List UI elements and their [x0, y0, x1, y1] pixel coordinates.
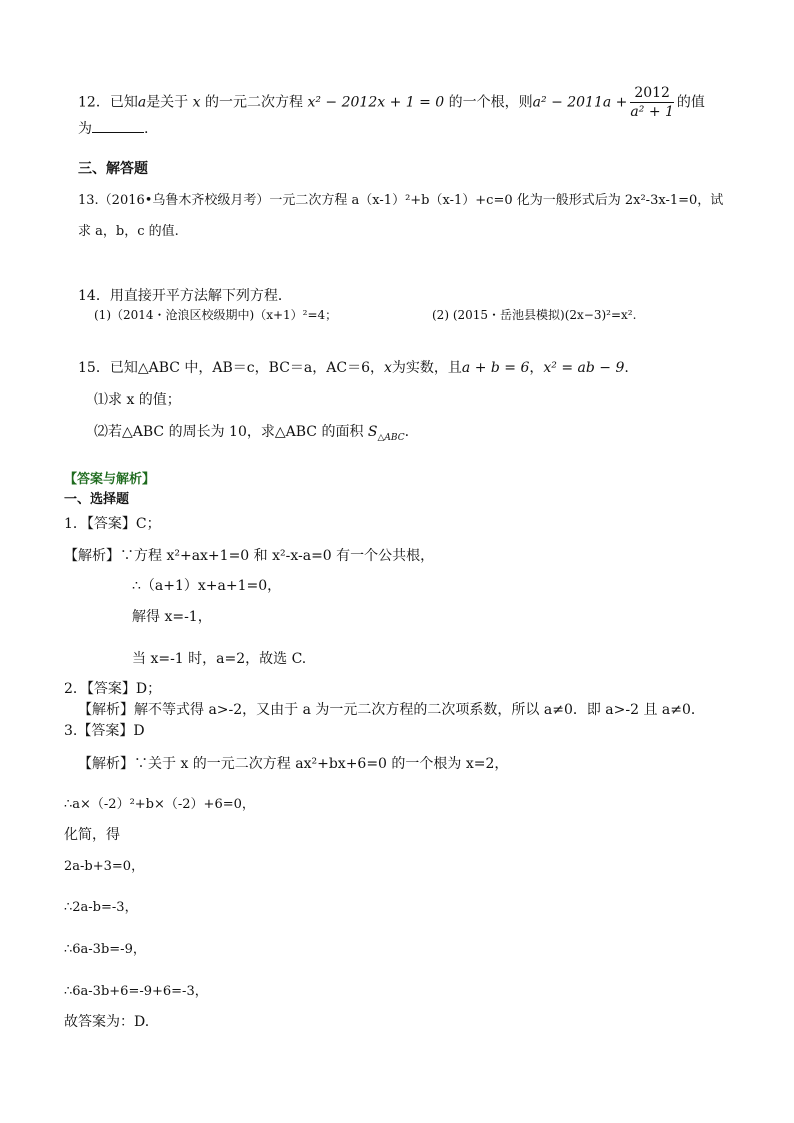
q12-text: 为 — [78, 121, 92, 137]
a3-step6: ∴6a-3b+6=-9+6=-3， — [64, 984, 208, 999]
q15-area-symbol: S — [367, 424, 378, 440]
q12-var-a: a — [137, 94, 147, 111]
q12-text: 的一元二次方程 — [205, 94, 303, 111]
q12-number: 12．已知 — [78, 94, 138, 111]
q12-fraction — [630, 84, 674, 121]
q15-text: ⑵若△ABC 的周长为 10，求△ABC 的面积 — [94, 424, 364, 440]
q12-line1 — [78, 84, 705, 121]
a3-step7: 故答案为：D. — [64, 1014, 150, 1030]
a3-answer: 3.【答案】D — [64, 723, 145, 739]
q13-line2: 求 a，b，c 的值. — [78, 224, 179, 239]
q12-text: . — [144, 121, 149, 137]
a3-explain: 【解析】∵关于 x 的一元二次方程 ax²+bx+6=0 的一个根为 x=2， — [78, 756, 509, 772]
q15-text: 为实数，且 — [391, 360, 462, 376]
q15-text: . — [624, 360, 629, 376]
a3-step2: 化简，得 — [64, 827, 120, 843]
a3-step3: 2a-b+3=0， — [64, 859, 145, 874]
answers-section1-title: 一、选择题 — [64, 492, 130, 507]
answers-header: 【答案与解析】 — [64, 472, 156, 487]
q12-text: 是关于 — [146, 94, 189, 111]
q12-frac-num: 2012 — [630, 84, 674, 103]
q14-part1: (1)（2014・沧浪区校级期中)（x+1）²=4； — [94, 308, 338, 322]
q12-expression: a² − 2011a + — [532, 94, 628, 111]
a3-step5: ∴6a-3b=-9， — [64, 942, 146, 957]
a1-answer: 1．【答案】C； — [64, 516, 161, 532]
q15-part2 — [94, 422, 409, 448]
a2-explain: 【解析】解不等式得 a>-2，又由于 a 为一元二次方程的二次项系数，所以 a≠0．即 a>-2 且 a≠0． — [78, 702, 705, 718]
q12-var-x: x — [192, 94, 201, 111]
q12-text: 的一个根，则 — [448, 94, 533, 111]
a1-step2: 解得 x=-1， — [132, 609, 212, 625]
a1-step3: 当 x=-1 时，a=2，故选 C. — [132, 651, 307, 667]
a1-step1: ∴（a+1）x+a+1=0， — [132, 578, 282, 594]
q14-part2: (2) (2015・岳池县模拟)(2x−3)²=x². — [432, 308, 637, 322]
q12-answer-blank — [92, 118, 144, 133]
q15-var-x: x — [383, 360, 392, 376]
q15-separator: ， — [529, 360, 544, 376]
q12-frac-den: a² + 1 — [630, 104, 674, 120]
q12-equation: x² − 2012x + 1 = 0 — [307, 94, 445, 111]
a2-answer: 2．【答案】D； — [64, 681, 162, 697]
q12-text: 的值 — [676, 94, 705, 111]
q14-title: 14．用直接开平方法解下列方程． — [78, 288, 292, 304]
q15-area-subscript: △ABC — [377, 432, 405, 443]
q15-condition2: x² = ab − 9 — [543, 360, 625, 376]
q15-condition1: a + b = 6 — [461, 360, 530, 376]
a3-step4: ∴2a-b=-3， — [64, 900, 138, 915]
q15-line1 — [78, 358, 629, 378]
q15-text: . — [404, 424, 410, 440]
q12-line2 — [78, 118, 148, 139]
q15-text: 15．已知△ABC 中，AB＝c，BC＝a，AC＝6， — [78, 360, 384, 376]
a3-step1: ∴a×（-2）²+b×（-2）+6=0， — [64, 797, 255, 812]
q13-line1: 13.（2016•乌鲁木齐校级月考）一元二次方程 a（x-1）²+b（x-1）+c=0 化为一般形式后为 2x²-3x-1=0，试 — [78, 193, 724, 208]
q15-part1: ⑴求 x 的值； — [94, 392, 181, 408]
a1-explain: 【解析】∵方程 x²+ax+1=0 和 x²-x-a=0 有一个公共根， — [64, 548, 435, 564]
section3-title: 三、解答题 — [78, 161, 148, 177]
